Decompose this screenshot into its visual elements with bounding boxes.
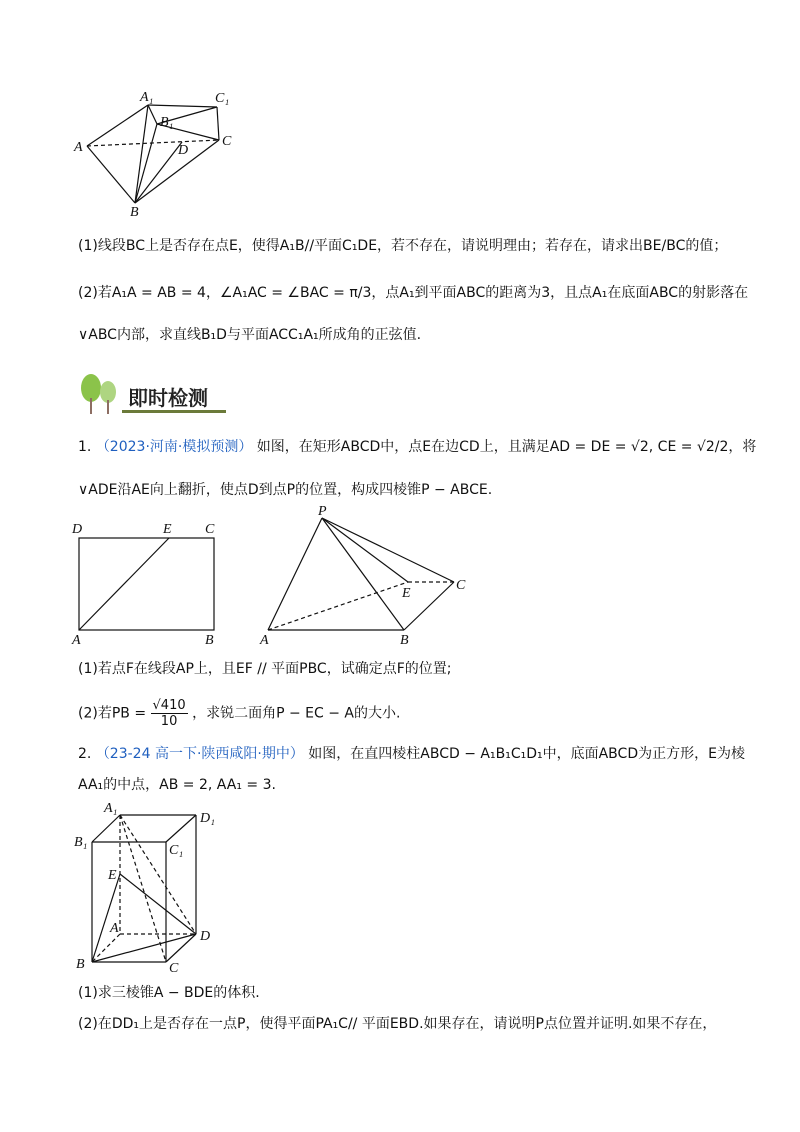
fraction-numerator: √410 — [152, 698, 186, 713]
problem2-text1: 如图，在直四棱柱ABCD − A₁B₁C₁D₁中，底面ABCD为正方形，E为棱 — [308, 746, 745, 762]
problem2-source: （23-24 高一下·陕西咸阳·期中） — [95, 746, 304, 762]
fraction-denominator: 10 — [160, 714, 178, 729]
problem1-sub2-pre: (2)若PB = — [78, 705, 151, 722]
figure-rectangle — [64, 518, 234, 648]
cuboid-label-C: C — [169, 961, 179, 976]
cuboid-label-A1: A₁ — [104, 801, 118, 816]
cuboid-label-B: B — [76, 957, 85, 972]
cuboid-label-E: E — [108, 868, 117, 883]
problem2-sub2: (2)在DD₁上是否存在一点P，使得平面PA₁C// 平面EBD.如果存在，请说明P点位置并证明.如果不存在， — [78, 1016, 717, 1032]
problem2-sub1: (1)求三棱锥A − BDE的体积. — [78, 985, 260, 1001]
pyr-label-E: E — [402, 586, 411, 601]
problem1-text1: 如图，在矩形ABCD中，点E在边CD上，且满足AD = DE = √2, CE = √2/2，将 — [256, 439, 757, 455]
rect-label-D: D — [72, 522, 83, 537]
problem1-line2: ∨ADE沿AE向上翻折，使点D到点P的位置，构成四棱锥P − ABCE. — [78, 482, 493, 498]
problem1-sub2 — [78, 698, 400, 732]
problem2-number: 2. — [78, 746, 92, 762]
rect-label-B: B — [205, 633, 214, 648]
rect-label-E: E — [163, 522, 172, 537]
problem1-number: 1. — [78, 439, 92, 455]
pyr-label-P: P — [318, 504, 327, 519]
label-B: B — [130, 205, 139, 218]
label-C1: C₁ — [215, 91, 230, 106]
figure-prism — [60, 88, 250, 218]
rect-label-C: C — [205, 522, 215, 537]
question-part2-line1: (2)若A₁A = AB = 4，∠A₁AC = ∠BAC = π/3，点A₁到平面ABC的距离为3，且点A₁在底面ABC的射影落在 — [78, 285, 749, 301]
problem2-line1 — [78, 744, 745, 764]
pyr-label-A: A — [260, 633, 269, 648]
cuboid-label-A: A — [110, 921, 119, 936]
problem1-line1 — [78, 437, 756, 457]
cuboid-label-C1: C₁ — [169, 843, 184, 858]
label-B1: B₁ — [160, 115, 174, 130]
banner-underline — [122, 410, 226, 413]
label-D: D — [178, 143, 189, 158]
problem1-sub2-post: ，求锐二面角P − EC − A的大小. — [192, 705, 401, 722]
pyr-label-C: C — [456, 578, 466, 593]
cuboid-label-B1: B₁ — [74, 835, 88, 850]
cuboid-label-D1: D₁ — [200, 811, 215, 826]
tree-icon — [78, 372, 122, 416]
label-A: A — [74, 140, 83, 155]
question-part2-line2: ∨ABC内部，求直线B₁D与平面ACC₁A₁所成角的正弦值. — [78, 327, 422, 343]
label-A1: A₁ — [140, 90, 154, 105]
label-C: C — [222, 134, 232, 149]
rect-label-A: A — [72, 633, 81, 648]
problem2-line2: AA₁的中点，AB = 2, AA₁ = 3. — [78, 777, 276, 793]
figure-pyramid — [256, 502, 481, 652]
banner-title: 即时检测 — [128, 386, 208, 410]
fraction — [151, 698, 188, 729]
problem1-sub1: (1)若点F在线段AP上，且EF // 平面PBC，试确定点F的位置; — [78, 661, 452, 677]
section-banner — [78, 370, 228, 418]
figure-cuboid — [70, 798, 230, 978]
cuboid-label-D: D — [200, 929, 211, 944]
question-part1: (1)线段BC上是否存在点E，使得A₁B//平面C₁DE，若不存在，请说明理由；若存在，请求出BE/BC的值； — [78, 238, 728, 254]
problem1-source: （2023·河南·模拟预测） — [95, 439, 253, 455]
pyr-label-B: B — [400, 633, 409, 648]
